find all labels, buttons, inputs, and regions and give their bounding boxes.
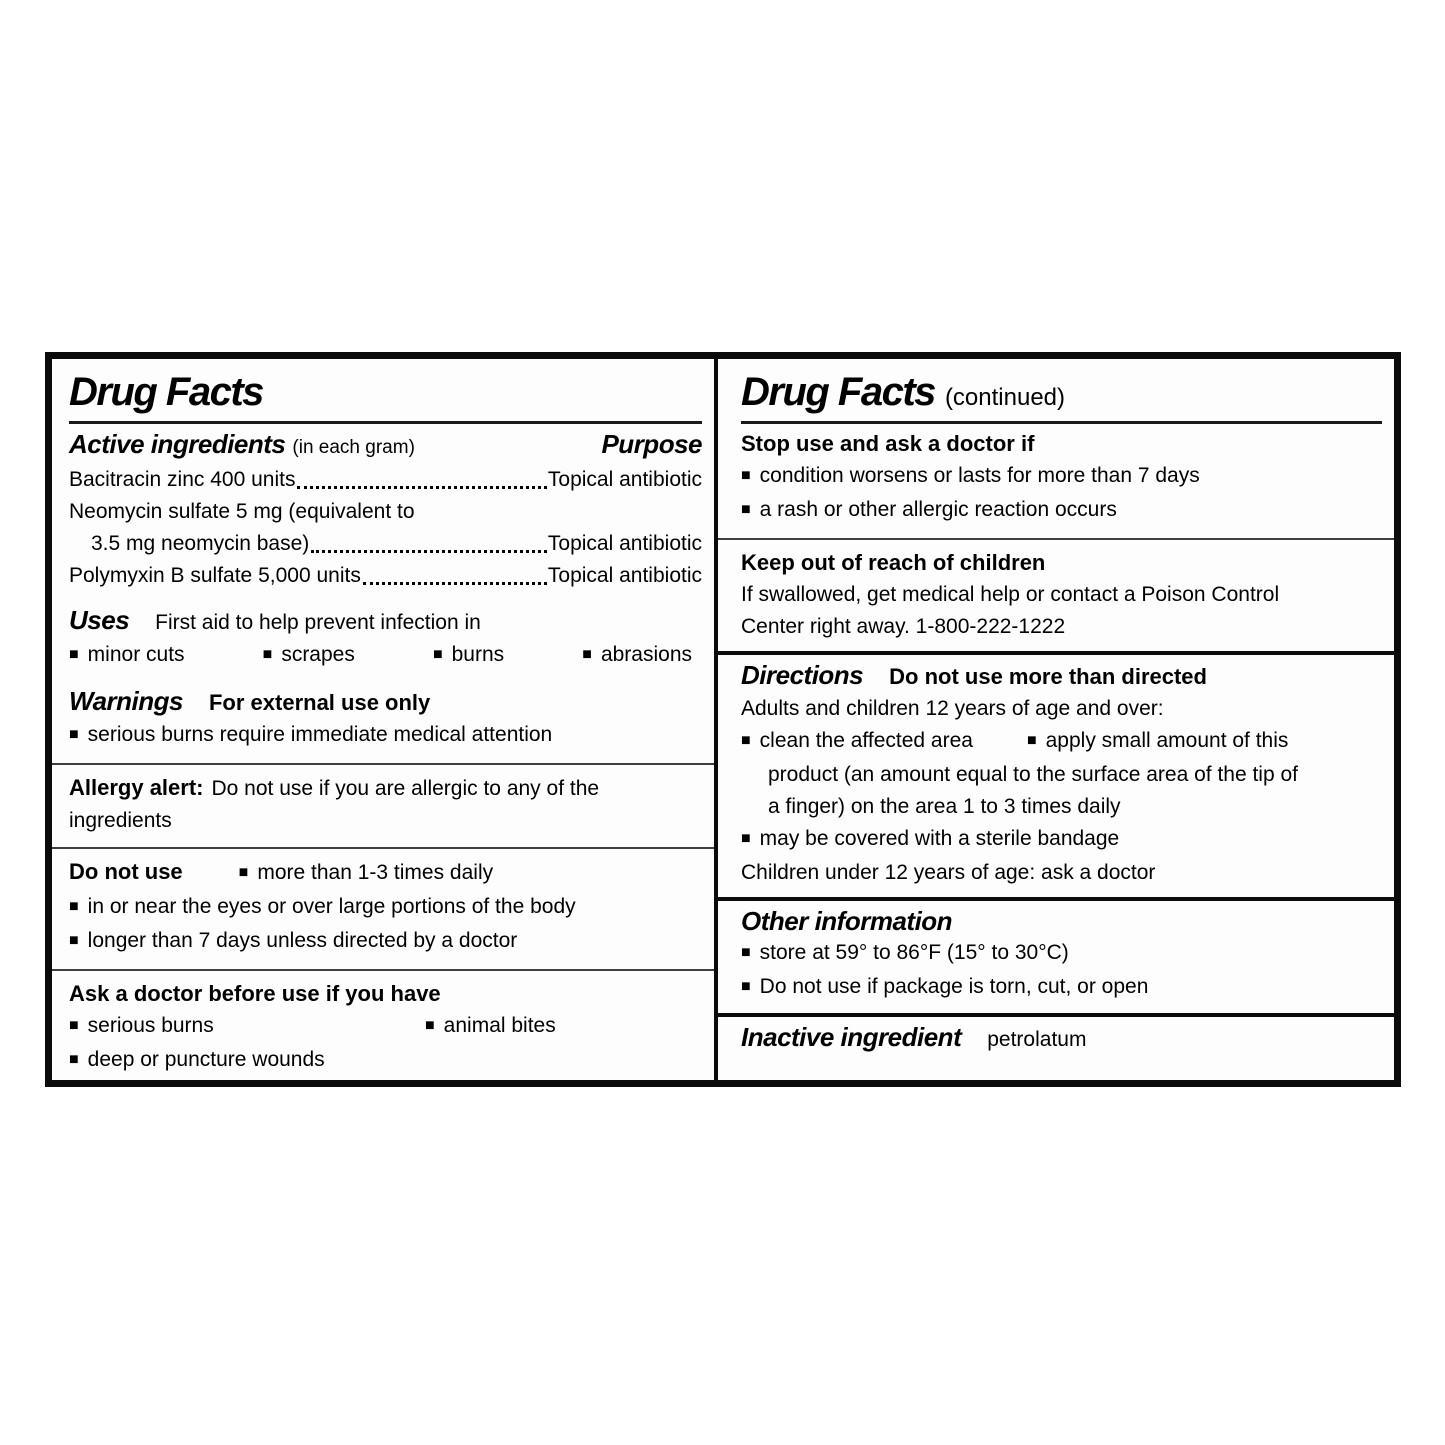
left-title-row xyxy=(52,359,714,415)
ask-doctor-bullet-label: animal bites xyxy=(443,1014,556,1037)
directions-bullet-label: clean the affected area xyxy=(759,729,973,752)
ingredient-row xyxy=(69,560,702,592)
active-ingredients-note: (in each gram) xyxy=(292,437,415,458)
directions-bullet-label: apply small amount of this xyxy=(1045,729,1289,752)
bullet-square-icon: ■ xyxy=(741,467,751,484)
directions-heading: Directions xyxy=(741,660,864,690)
bullet-square-icon: ■ xyxy=(69,898,79,915)
bullet-square-icon: ■ xyxy=(69,1017,79,1034)
right-title-row xyxy=(718,359,1394,415)
subsection-hairline xyxy=(52,969,714,971)
ingredient-purpose: Topical antibiotic xyxy=(547,532,702,555)
ingredient-row xyxy=(69,528,702,560)
inactive-ingredient-heading: Inactive ingredient xyxy=(741,1022,962,1052)
uses-intro: First aid to help prevent infection in xyxy=(155,611,481,634)
uses-header xyxy=(69,604,702,639)
directions-section xyxy=(718,657,1394,894)
uses-bullet-label: scrapes xyxy=(281,643,355,666)
drug-facts-label xyxy=(45,352,1401,1087)
keep-out-text-line: Center right away. 1-800-222-1222 xyxy=(741,615,1066,638)
ingredient-purpose: Topical antibiotic xyxy=(547,468,702,491)
warnings-bullet-item xyxy=(69,719,702,753)
other-info-bullet-label: Do not use if package is torn, cut, or open xyxy=(759,975,1149,998)
leader-dots xyxy=(363,582,547,585)
ask-doctor-bullet-row xyxy=(69,1010,702,1044)
stop-use-section xyxy=(718,426,1394,533)
other-info-bullet-item xyxy=(741,971,1382,1005)
bullet-square-icon: ■ xyxy=(69,1051,79,1068)
uses-bullet-row xyxy=(69,639,702,673)
warnings-bullet-label: serious burns require immediate medical attention xyxy=(87,723,553,746)
ask-doctor-bullet-item xyxy=(425,1010,556,1044)
do-not-use-bullet-label: longer than 7 days unless directed by a doctor xyxy=(87,929,518,952)
other-information-heading: Other information xyxy=(741,906,953,936)
directions-bullet-row xyxy=(741,725,1382,759)
inactive-ingredient-value: petrolatum xyxy=(987,1028,1087,1051)
other-info-bullet-item xyxy=(741,937,1382,971)
uses-bullet-item xyxy=(69,639,185,673)
active-ingredients-section xyxy=(52,426,714,597)
do-not-use-block xyxy=(52,854,714,964)
ingredient-name: Bacitracin zinc 400 units xyxy=(69,468,296,491)
subsection-hairline xyxy=(52,847,714,849)
allergy-alert-label: Allergy alert: xyxy=(69,775,204,800)
stop-use-heading: Stop use and ask a doctor if xyxy=(741,431,1035,456)
do-not-use-bullet-item xyxy=(69,891,702,925)
other-info-bullet-label: store at 59° to 86°F (15° to 30°C) xyxy=(759,941,1069,964)
allergy-alert-block xyxy=(52,770,714,842)
leader-dots xyxy=(311,550,547,553)
title-underline xyxy=(741,421,1382,424)
ingredient-row xyxy=(69,464,702,496)
bullet-square-icon: ■ xyxy=(69,726,79,743)
ask-doctor-label: Ask a doctor before use if you have xyxy=(69,981,441,1006)
other-information-header xyxy=(741,905,1382,937)
keep-out-text-line: If swallowed, get medical help or contact a Poison Control xyxy=(741,583,1280,606)
warnings-subheading: For external use only xyxy=(208,690,431,715)
do-not-use-label: Do not use xyxy=(69,859,183,884)
uses-heading: Uses xyxy=(69,605,130,635)
ask-doctor-bullet-label: serious burns xyxy=(87,1014,214,1037)
drug-facts-title: Drug Facts xyxy=(69,370,263,414)
stop-use-bullet-label: a rash or other allergic reaction occurs xyxy=(759,498,1117,521)
bullet-square-icon: ■ xyxy=(1026,732,1037,749)
ask-doctor-bullet-label: deep or puncture wounds xyxy=(87,1048,325,1071)
ingredient-row xyxy=(69,496,702,528)
ask-doctor-bullet-item xyxy=(69,1044,702,1078)
ingredient-name: Neomycin sulfate 5 mg (equivalent to xyxy=(69,500,415,523)
do-not-use-bullet-label: more than 1-3 times daily xyxy=(257,861,494,884)
do-not-use-header-line xyxy=(69,856,702,891)
subsection-hairline xyxy=(718,538,1394,540)
directions-continuation-line: a finger) on the area 1 to 3 times daily xyxy=(768,795,1121,818)
bullet-square-icon: ■ xyxy=(432,646,443,663)
uses-bullet-label: burns xyxy=(451,643,505,666)
allergy-alert-line xyxy=(69,772,702,805)
directions-continuation-line: product (an amount equal to the surface area of the tip of xyxy=(768,763,1299,786)
section-divider xyxy=(718,1013,1394,1017)
section-divider xyxy=(718,651,1394,655)
directions-header xyxy=(741,659,1382,693)
bullet-square-icon: ■ xyxy=(69,646,79,663)
uses-section xyxy=(52,602,714,678)
bullet-square-icon: ■ xyxy=(741,830,751,847)
directions-children-note: Children under 12 years of age: ask a doctor xyxy=(741,861,1156,884)
uses-bullet-label: abrasions xyxy=(600,643,692,666)
drug-facts-continued-title: Drug Facts xyxy=(741,370,935,414)
keep-out-section xyxy=(718,545,1394,648)
warnings-heading: Warnings xyxy=(69,686,183,716)
bullet-square-icon: ■ xyxy=(741,978,751,995)
uses-bullet-item xyxy=(582,639,692,673)
active-ingredients-heading: Active ingredients xyxy=(69,429,286,459)
leader-dots xyxy=(297,486,546,489)
warnings-section xyxy=(52,683,714,758)
ask-doctor-bullet-item xyxy=(69,1010,425,1044)
right-column xyxy=(718,359,1394,1080)
bullet-square-icon: ■ xyxy=(741,501,751,518)
ingredient-name: 3.5 mg neomycin base) xyxy=(91,532,310,555)
section-divider xyxy=(718,897,1394,901)
bullet-square-icon: ■ xyxy=(741,732,751,749)
active-ingredients-header xyxy=(69,428,702,464)
uses-bullet-item xyxy=(433,639,504,673)
subsection-hairline xyxy=(52,763,714,765)
directions-intro: Adults and children 12 years of age and over: xyxy=(741,697,1164,720)
uses-bullet-label: minor cuts xyxy=(87,643,185,666)
ask-doctor-block xyxy=(52,976,714,1083)
uses-bullet-item xyxy=(263,639,355,673)
ingredient-purpose: Topical antibiotic xyxy=(547,564,702,587)
bullet-square-icon: ■ xyxy=(582,646,592,663)
stop-use-bullet-item xyxy=(741,494,1382,528)
continued-note: (continued) xyxy=(944,384,1066,411)
title-underline xyxy=(69,421,702,424)
warnings-header xyxy=(69,685,702,719)
inactive-ingredient-header xyxy=(741,1021,1382,1056)
do-not-use-bullet-label: in or near the eyes or over large portions of the body xyxy=(87,895,576,918)
other-information-section xyxy=(718,903,1394,1010)
bullet-square-icon: ■ xyxy=(425,1017,435,1034)
bullet-square-icon: ■ xyxy=(238,864,249,881)
stop-use-bullet-label: condition worsens or lasts for more than 7 days xyxy=(759,464,1200,487)
stop-use-bullet-item xyxy=(741,460,1382,494)
keep-out-heading: Keep out of reach of children xyxy=(741,550,1046,575)
allergy-alert-text: Do not use if you are allergic to any of the xyxy=(211,777,600,800)
bullet-square-icon: ■ xyxy=(69,932,79,949)
directions-subheading: Do not use more than directed xyxy=(889,664,1207,689)
purpose-heading: Purpose xyxy=(601,429,702,459)
ingredient-name: Polymyxin B sulfate 5,000 units xyxy=(69,564,361,587)
bullet-square-icon: ■ xyxy=(741,944,751,961)
inactive-ingredient-section xyxy=(718,1019,1394,1061)
allergy-alert-line: ingredients xyxy=(69,809,172,832)
directions-bullet-label: may be covered with a sterile bandage xyxy=(759,827,1120,850)
directions-bullet-item xyxy=(741,823,1382,857)
left-column xyxy=(52,359,718,1080)
bullet-square-icon: ■ xyxy=(262,646,273,663)
do-not-use-bullet-item xyxy=(69,925,702,959)
